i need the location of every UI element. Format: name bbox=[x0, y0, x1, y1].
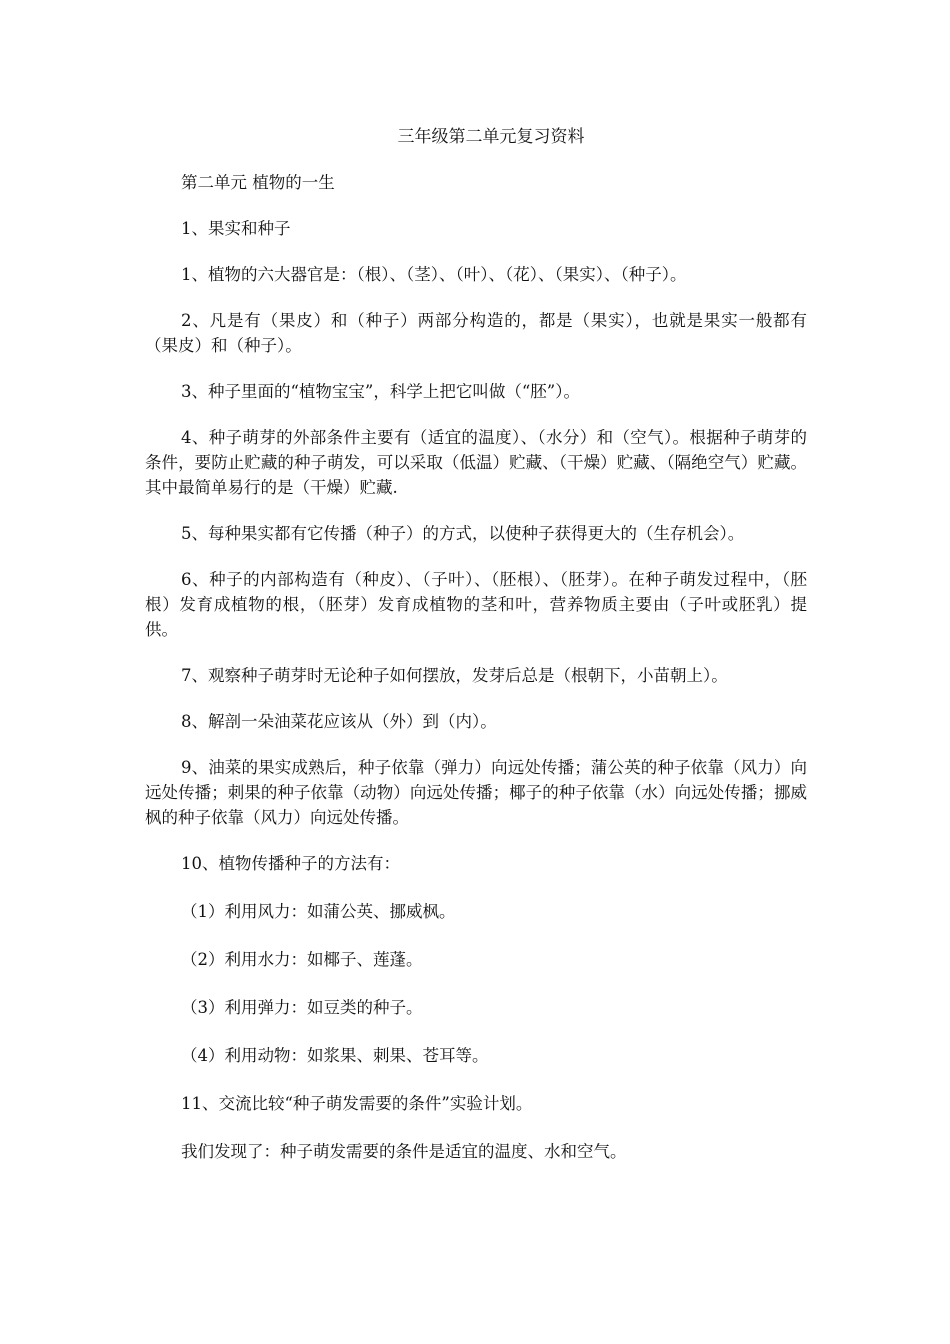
paragraph-item-6: 6、种子的内部构造有（种皮）、（子叶）、（胚根）、（胚芽）。在种子萌发过程中，（胚根）发育成植物的根，（胚芽）发育成植物的茎和叶，营养物质主要由（子叶或胚乳）提供。 bbox=[145, 570, 807, 639]
paragraph-item-4: 4、种子萌芽的外部条件主要有（适宜的温度）、（水分）和（空气）。根据种子萌芽的条件，要防止贮藏的种子萌发，可以采取（低温）贮藏、（干燥）贮藏、（隔绝空气）贮藏。其中最简单易行的是（干燥）贮藏. bbox=[145, 428, 807, 497]
paragraph-item-8: 8、解剖一朵油菜花应该从（外）到（内）。 bbox=[181, 712, 497, 731]
list-item: （3）利用弹力：如豆类的种子。 bbox=[181, 998, 423, 1017]
list-item: （1）利用风力：如蒲公英、挪威枫。 bbox=[181, 902, 456, 921]
paragraph-item-9: 9、油菜的果实成熟后，种子依靠（弹力）向远处传播；蒲公英的种子依靠（风力）向远处传播；刺果的种子依靠（动物）向远处传播；椰子的种子依靠（水）向远处传播；挪威枫的种子依靠（风力）向远处传播。 bbox=[145, 758, 807, 827]
paragraph-item-11: 11、交流比较“种子萌发需要的条件”实验计划。 bbox=[181, 1094, 533, 1113]
document-body bbox=[145, 124, 807, 1185]
list-item: （2）利用水力：如椰子、莲蓬。 bbox=[181, 950, 423, 969]
document-title: 三年级第二单元复习资料 bbox=[397, 127, 585, 147]
paragraph-item-3: 3、种子里面的“植物宝宝”，科学上把它叫做（“胚”）。 bbox=[181, 382, 580, 401]
unit-heading: 第二单元 植物的一生 bbox=[181, 173, 335, 192]
paragraph-item-2: 2、凡是有（果皮）和（种子）两部分构造的，都是（果实），也就是果实一般都有（果皮）和（种子）。 bbox=[145, 311, 807, 355]
paragraph-item-1: 1、植物的六大器官是：（根）、（茎）、（叶）、（花）、（果实）、（种子）。 bbox=[181, 265, 687, 284]
list-item: （4）利用动物：如浆果、刺果、苍耳等。 bbox=[181, 1046, 489, 1065]
paragraph-item-7: 7、观察种子萌芽时无论种子如何摆放，发芽后总是（根朝下，小苗朝上）。 bbox=[181, 666, 728, 685]
paragraph-item-5: 5、每种果实都有它传播（种子）的方式，以使种子获得更大的（生存机会）。 bbox=[181, 524, 745, 543]
section-heading: 1、果实和种子 bbox=[181, 219, 291, 238]
conclusion-paragraph: 我们发现了：种子萌发需要的条件是适宜的温度、水和空气。 bbox=[181, 1142, 627, 1161]
paragraph-item-10: 10、植物传播种子的方法有： bbox=[181, 854, 400, 873]
